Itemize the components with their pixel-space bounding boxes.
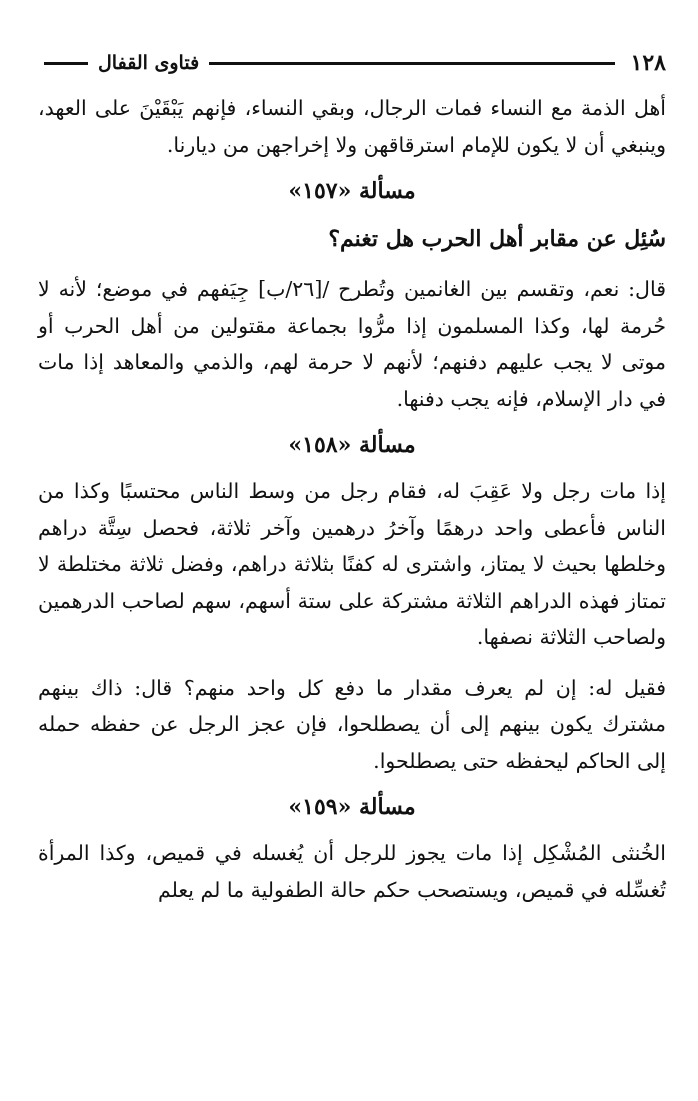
paragraph-gap xyxy=(38,656,666,670)
page-content xyxy=(38,90,666,908)
issue-heading-157: مسألة «١٥٧» xyxy=(288,178,416,204)
issue-heading-158: مسألة «١٥٨» xyxy=(288,432,416,458)
issue-heading-159: مسألة «١٥٩» xyxy=(288,794,416,820)
header-rule-end xyxy=(44,62,88,65)
paragraph-159: الخُنثى المُشْكِل إذا مات يجوز للرجل أن يُغسله في قميص، وكذا المرأة تُغسِّله في قميص، ويستصحب حكم حالة الطفولية ما لم يعلم xyxy=(38,841,666,902)
paragraph-158-a: إذا مات رجل ولا عَقِبَ له، فقام رجل من وسط الناس محتسبًا وكذا من الناس فأعطى واحد درهمًا وآخرُ درهمين وآخر ثلاثة، فحصل سِتَّة دراهم وخلطها بحيث لا يمتاز، واشترى له كفنًا بثلاثة دراهم، وفضل ثلاثة مختلطة لا تمتاز فهذه الدراهم الثلاثة مشتركة على ستة أسهم، سهم لصاحب الدرهمين ولصاحب الثلاثة نصفها. xyxy=(38,479,666,649)
page-number: ١٢٨ xyxy=(630,50,666,76)
paragraph-158-b: فقيل له: إن لم يعرف مقدار ما دفع كل واحد منهم؟ قال: ذاك بينهم مشترك يكون بينهم إلى أن يصطلحوا، فإن عجز الرجل عن حفظه حمله إلى الحاكم ليحفظه حتى يصطلحوا. xyxy=(38,675,666,773)
answer-157: قال: نعم، وتقسم بين الغانمين وتُطرح /[٢٦/ب] جِيَفهم في موضع؛ لأنه لا حُرمة لها، وكذا المسلمون إذا مرُّوا بجماعة مقتولين من أهل الحرب أو موتى لا يجب عليهم دفنهم؛ لأنهم لا حرمة لهم، والذمي والمعاهد إذا مات في دار الإسلام، فإنه يجب دفنها. xyxy=(38,277,667,411)
question-157: سُئِل عن مقابر أهل الحرب هل تغنم؟ xyxy=(328,226,666,252)
book-title: فتاوى القفال xyxy=(98,52,200,74)
header-rule xyxy=(209,62,614,65)
page-header xyxy=(38,46,666,80)
intro-paragraph: أهل الذمة مع النساء فمات الرجال، وبقي النساء، فإنهم يَبْقَيْنَ على العهد، وينبغي أن لا يكون للإمام استرقاقهن ولا إخراجهن من ديارنا. xyxy=(38,96,666,157)
